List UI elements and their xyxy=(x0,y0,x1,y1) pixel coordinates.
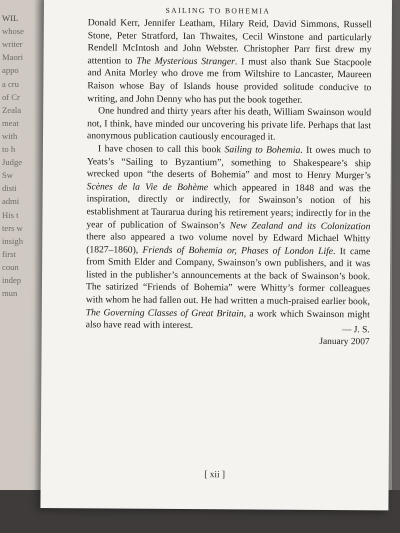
body-text xyxy=(86,17,372,334)
left-page-fragment: whose xyxy=(2,26,24,37)
left-page-fragment: meat xyxy=(2,117,19,128)
left-page-fragment: writer xyxy=(2,39,23,50)
left-page-fragment: appo xyxy=(2,65,19,76)
left-page-fragment: Zeala xyxy=(2,104,22,115)
running-head: SAILING TO BOHEMIA xyxy=(165,5,271,16)
left-page-fragment: Judge xyxy=(2,157,23,168)
text-run: . It came from Smith Elder and Company, Swainson’s own publishers, and it was listed in the publisher’s announcements at the back of Swainson’s book. The satirized “Friends of Bohemia” were Whitty’s former colleagues with whom he had fallen out. He had written a much-praised earlier book, xyxy=(85,245,371,308)
paragraph xyxy=(87,105,371,145)
left-page-fragment: indep xyxy=(2,275,22,285)
text-run: Donald Kerr, Jennifer Leatham, Hilary Reid, David Simmons, Russell Stone, Peter Stratford, Ian Thwaites, Cecil Winstone and particularly Rendell McIntosh and John Webster. Christopher Parr first drew my attention to xyxy=(87,17,372,67)
text-run: which appeared in 1848 and was the inspiration, directly or indirectly, for Swainson’s notion of his establishment at Taurarua during his retirement years; indirectly for in the year of publication of Swainson’s xyxy=(86,181,371,231)
text-run: , a work which Swainson might also have read with interest. xyxy=(85,308,370,332)
left-page-fragment: of Cr xyxy=(2,91,20,102)
left-page-fragment: mun xyxy=(2,288,18,299)
date: January 2007 xyxy=(319,336,370,348)
left-page-fragment: disti xyxy=(2,183,17,194)
text-run: . I must also thank Sue Stacpoole and Anita Morley who drove me from Wiltshire to Lancaster, Maureen Raison whose Bay of Islands house provided solitude conducive to writing, and John Denny who has put the book together. xyxy=(87,56,372,106)
left-page-fragment: a cru xyxy=(2,78,19,89)
left-page-fragment: with xyxy=(2,130,18,141)
left-page-fragment: Sw xyxy=(2,170,13,181)
signature: — J. S. xyxy=(342,325,370,336)
left-page-fragment: ters w xyxy=(2,222,23,233)
paragraph xyxy=(86,143,371,334)
italic-title: Scènes de la Vie de Bohème xyxy=(86,181,209,193)
left-page-fragment: WIL xyxy=(2,13,19,23)
left-page-fragment: first xyxy=(2,248,16,259)
paragraph xyxy=(87,17,372,107)
italic-title: New Zealand and its Colonization xyxy=(229,219,371,232)
text-run: One hundred and thirty years after his death, William Swainson would not, I think, have minded our uncovering his private life. Perhaps that last anonymous publication cautiously encouraged it. xyxy=(86,105,372,143)
book-page xyxy=(40,0,392,510)
signoff xyxy=(319,324,369,348)
left-page-fragment: to h xyxy=(2,144,16,154)
italic-title: Sailing to Bohemia xyxy=(224,144,301,156)
text-run: . It owes much to Yeats’s “Sailing to Byzantium”, something to Shakespeare’s ship wrecked upon “the deserts of Bohemia” and most to Henry Murger’s xyxy=(86,144,371,182)
left-page-fragment: admi xyxy=(2,196,20,207)
text-run: I have chosen to call this book xyxy=(97,143,225,156)
italic-title: The Governing Classes of Great Britain xyxy=(85,306,244,320)
italic-title: The Mysterious Stranger xyxy=(136,55,235,68)
page-number: [ xii ] xyxy=(204,470,226,481)
left-page-fragment: coun xyxy=(2,261,19,272)
italic-title: Friends of Bohemia or, Phases of London Life xyxy=(142,244,334,257)
left-page-fragment: insigh xyxy=(2,235,24,246)
text-run: there also appeared a two volume novel by Edward Michael Whitty (1827–1860), xyxy=(86,231,371,256)
right-edge-shadow xyxy=(392,0,400,533)
left-page-fragment: His t xyxy=(2,209,19,220)
left-page-fragment: Maori xyxy=(2,52,24,63)
